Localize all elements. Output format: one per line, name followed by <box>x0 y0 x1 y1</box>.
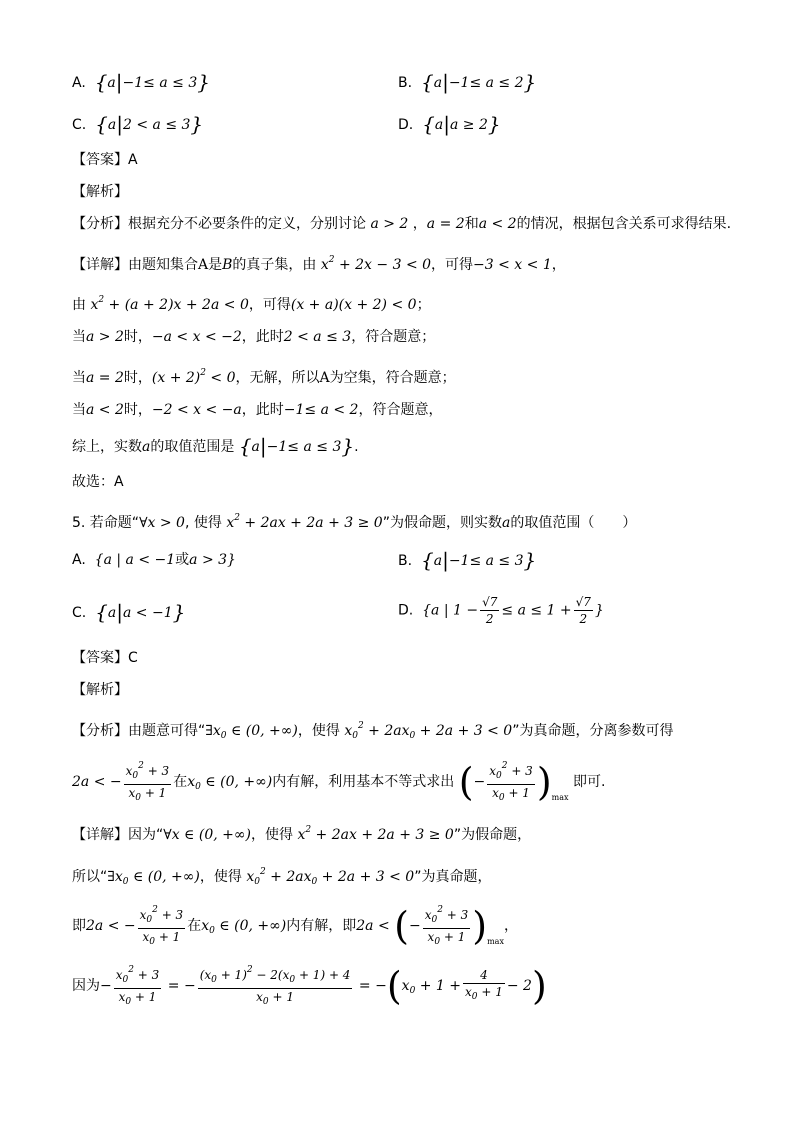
q4-choose: 故选：A <box>72 474 124 490</box>
q5-xiangjie-line2: 所以“$\exists x_0$ ∈ (0, +∞)，使得 $x_0^2 + 2ax_0 + 2a + 3 < 0$”为真命题， <box>72 867 492 887</box>
q4-line4: 当a = 2时，$(x + 2)^2 < 0$，无解，所以A为空集，符合题意； <box>72 368 456 386</box>
q4-answer: 【答案】A <box>72 152 138 168</box>
q4-line2: 由 $x^2 + (a + 2)x + 2a < 0$，可得(x + a)(x + 2) < 0； <box>72 295 431 313</box>
q4-option-c: C. {a|2 < a ≤ 3} <box>72 112 204 136</box>
q4-analysis-label: 【解析】 <box>72 184 128 200</box>
q4-option-d: D. {a|a ≥ 2} <box>398 112 501 136</box>
q4-option-a: A. {a|−1≤ a ≤ 3} <box>72 70 210 94</box>
q4-option-b: B. {a|−1≤ a ≤ 2} <box>398 70 537 94</box>
q5-option-a: A. {a | a < −1或a > 3} <box>72 552 236 568</box>
q5-option-b: B. {a|−1≤ a ≤ 3} <box>398 548 537 572</box>
q4-line3: 当a > 2时，−a < x < −2，此时2 < a ≤ 3，符合题意； <box>72 329 436 345</box>
q4-line6: 综上，实数a的取值范围是 {a|−1≤ a ≤ 3}. <box>72 434 359 458</box>
q4-xiangjie-line1: 【详解】由题知集合A是B的真子集，由 $x^2 + 2x - 3 < 0$，可得−3 < x < 1， <box>72 255 566 273</box>
q4-fenxi: 【分析】根据充分不必要条件的定义，分别讨论 a > 2 ，a = 2和a < 2的情况，根据包含关系可求得结果. <box>72 216 732 232</box>
q5-xiangjie-line3: 即2a < − $\frac{x_0^2 + 3}{x_0 + 1}$ 在$x_0$ ∈ (0, +∞)内有解，即2a < (− $\frac{x_0^2 + 3}{x_0 + 1}$ )$_{max}$， <box>72 904 518 948</box>
q5-answer: 【答案】C <box>72 650 138 666</box>
q5-analysis-label: 【解析】 <box>72 682 128 698</box>
q5-fenxi-line1: 【分析】由题意可得“$\exists x_0$ ∈ (0, +∞)，使得 $x_0^2 + 2ax_0 + 2a + 3 < 0$”为真命题，分离参数可得 <box>72 721 674 741</box>
q5-fenxi-line2: 2a < − $\frac{x_0^2 + 3}{x_0 + 1}$ 在$x_0$ ∈ (0, +∞)内有解，利用基本不等式求出 (− $\frac{x_0^2 + 3}{x_0 + 1}$ )$_{max}$ 即可. <box>72 760 606 804</box>
q4-line5: 当a < 2时，−2 < x < −a，此时−1≤ a < 2，符合题意， <box>72 402 443 418</box>
q5-xiangjie-line4: 因为− $\frac{x_0^2 + 3}{x_0 + 1}$ = − $\frac{(x_0 + 1)^2 - 2(x_0 + 1) + 4}{x_0 + 1}$ = $-(x_0 + 1$ + $\frac{4}{x_0 + 1}$ − 2) <box>72 964 547 1008</box>
q5-stem: 5. 若命题“∀x > 0, 使得 $x^2 + 2ax + 2a + 3 \ge 0$”为假命题，则实数a的取值范围（ ） <box>72 513 637 531</box>
q5-option-c: C. {a|a < −1} <box>72 600 186 624</box>
q5-option-d: D. {a | 1 − $\frac{√7}{2}$ ≤ a ≤ 1 + $\frac{√7}{2}$ } <box>398 595 604 626</box>
q5-xiangjie-line1: 【详解】因为“∀x ∈ (0, +∞)，使得 $x^2 + 2ax + 2a + 3 \ge 0$”为假命题， <box>72 825 532 843</box>
